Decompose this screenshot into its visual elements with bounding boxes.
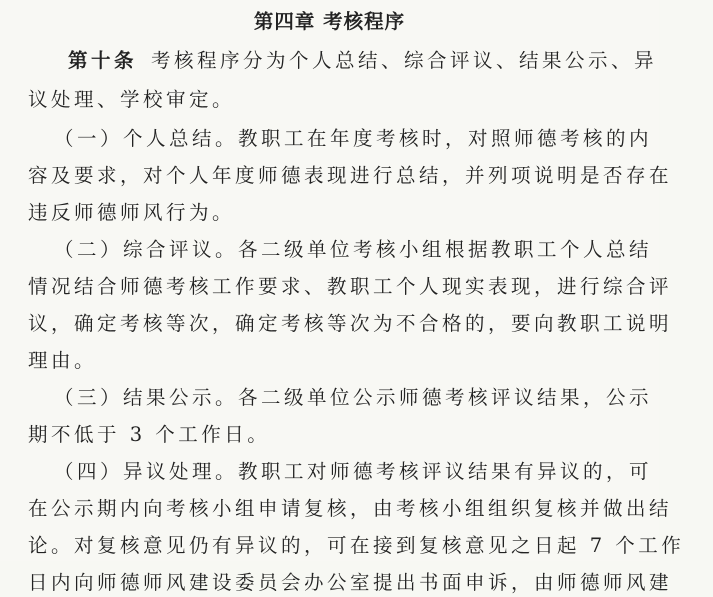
paragraph-line: 议，确定考核等次，确定考核等次为不合格的，要向教职工说明 [28,312,673,335]
article-label: 第十条 [68,49,138,72]
article-text: 考核程序分为个人总结、综合评议、结果公示、异 [151,49,658,72]
paragraph-line: （三）结果公示。各二级单位公示师德考核评议结果，公示 [54,386,653,409]
paragraph-line: 论。对复核意见仍有异议的，可在接到复核意见之日起 7 个工作 [28,534,685,557]
paragraph-line: （二）综合评议。各二级单位考核小组根据教职工个人总结 [54,238,653,261]
paragraph-line: 容及要求，对个人年度师德表现进行总结，并列项说明是否存在 [28,164,673,187]
paragraph-line: 日内向师德师风建设委员会办公室提出书面申诉，由师德师风建 [28,571,673,594]
paragraph-line: 在公示期内向考核小组申请复核，由考核小组组织复核并做出结 [28,497,673,520]
paragraph-line: （一）个人总结。教职工在年度考核时，对照师德考核的内 [54,127,653,150]
article-first-line [68,47,659,75]
chapter-title: 第四章 考核程序 [253,10,406,33]
paragraph-line: （四）异议处理。教职工对师德考核评议结果有异议的，可 [54,460,653,483]
article-second-line: 议处理、学校审定。 [28,88,236,111]
paragraph-line: 理由。 [28,349,98,372]
paragraph-line: 违反师德师风行为。 [28,201,236,224]
paragraph-line: 情况结合师德考核工作要求、教职工个人现实表现，进行综合评 [28,275,673,298]
paragraph-line: 期不低于 3 个工作日。 [28,423,271,446]
